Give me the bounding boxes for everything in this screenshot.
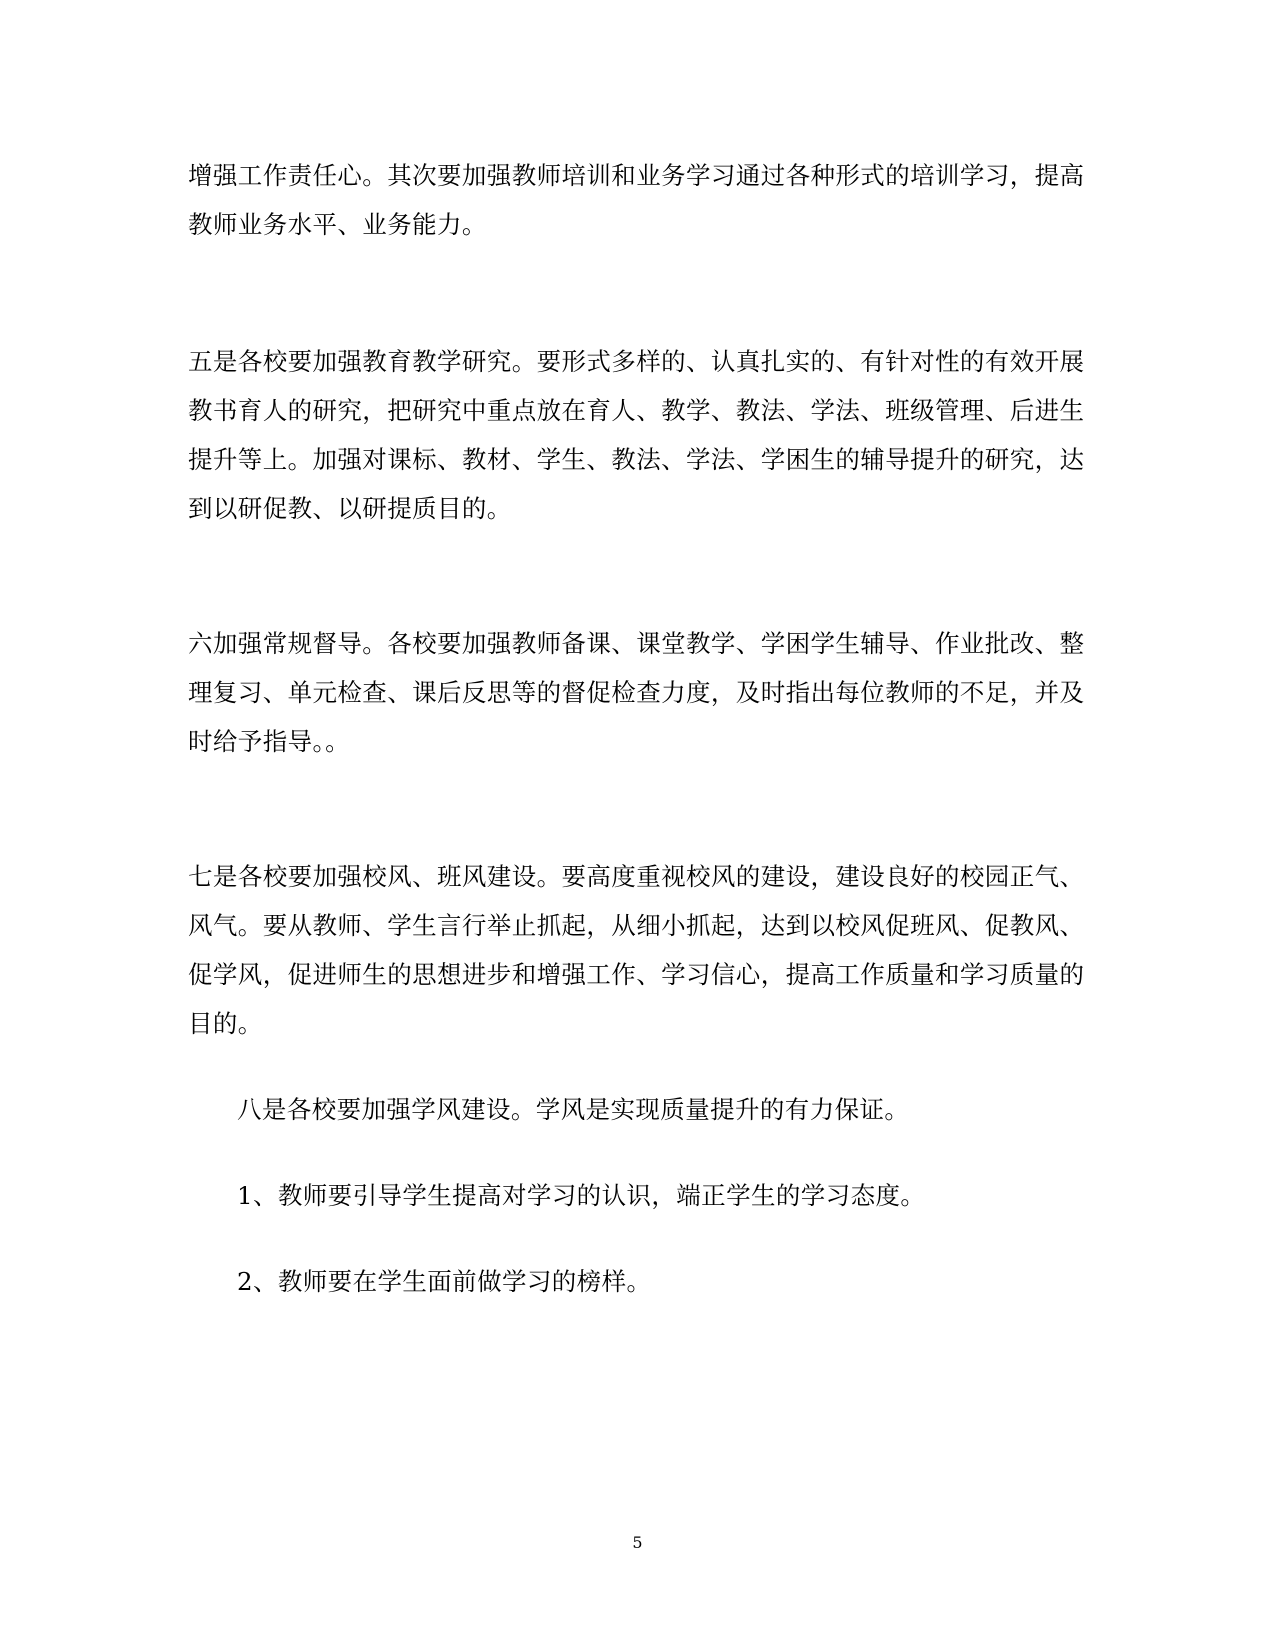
paragraph-six-supervision xyxy=(188,619,1093,766)
text-line: 理复习、单元检查、课后反思等的督促检查力度，及时指出每位教师的不足，并及 xyxy=(188,678,1085,707)
text-line: 增强工作责任心。其次要加强教师培训和业务学习通过各种形式的培训学习，提高 xyxy=(188,161,1085,190)
list-item-2 xyxy=(237,1257,1093,1306)
text-line: 七是各校要加强校风、班风建设。要高度重视校风的建设，建设良好的校园正气、 xyxy=(188,862,1085,891)
text-line: 六加强常规督导。各校要加强教师备课、课堂教学、学困学生辅导、作业批改、整 xyxy=(188,629,1085,658)
text-line: 目的。 xyxy=(188,1009,263,1038)
text-line: 提升等上。加强对课标、教材、学生、教法、学法、学困生的辅导提升的研究，达 xyxy=(188,445,1085,474)
paragraph-responsibility xyxy=(188,151,1093,249)
paragraph-eight-study-spirit xyxy=(237,1085,1093,1134)
text-line: 时给予指导。。 xyxy=(188,727,351,756)
page-number: 5 xyxy=(632,1533,643,1552)
text-line: 教师业务水平、业务能力。 xyxy=(188,210,487,239)
text-line: 风气。要从教师、学生言行举止抓起，从细小抓起，达到以校风促班风、促教风、 xyxy=(188,911,1085,940)
list-item-1 xyxy=(237,1171,1093,1220)
text-line: 促学风，促进师生的思想进步和增强工作、学习信心，提高工作质量和学习质量的 xyxy=(188,960,1085,989)
text-line: 到以研促教、以研提质目的。 xyxy=(188,494,512,523)
text-line: 教书育人的研究，把研究中重点放在育人、教学、教法、学法、班级管理、后进生 xyxy=(188,396,1085,425)
text-line: 1、教师要引导学生提高对学习的认识，端正学生的学习态度。 xyxy=(237,1181,926,1210)
paragraph-five-research xyxy=(188,337,1093,533)
text-line: 八是各校要加强学风建设。学风是实现质量提升的有力保证。 xyxy=(237,1095,910,1124)
text-line: 五是各校要加强教育教学研究。要形式多样的、认真扎实的、有针对性的有效开展 xyxy=(188,347,1085,376)
text-line: 2、教师要在学生面前做学习的榜样。 xyxy=(237,1267,652,1296)
paragraph-seven-school-spirit xyxy=(188,852,1093,1048)
